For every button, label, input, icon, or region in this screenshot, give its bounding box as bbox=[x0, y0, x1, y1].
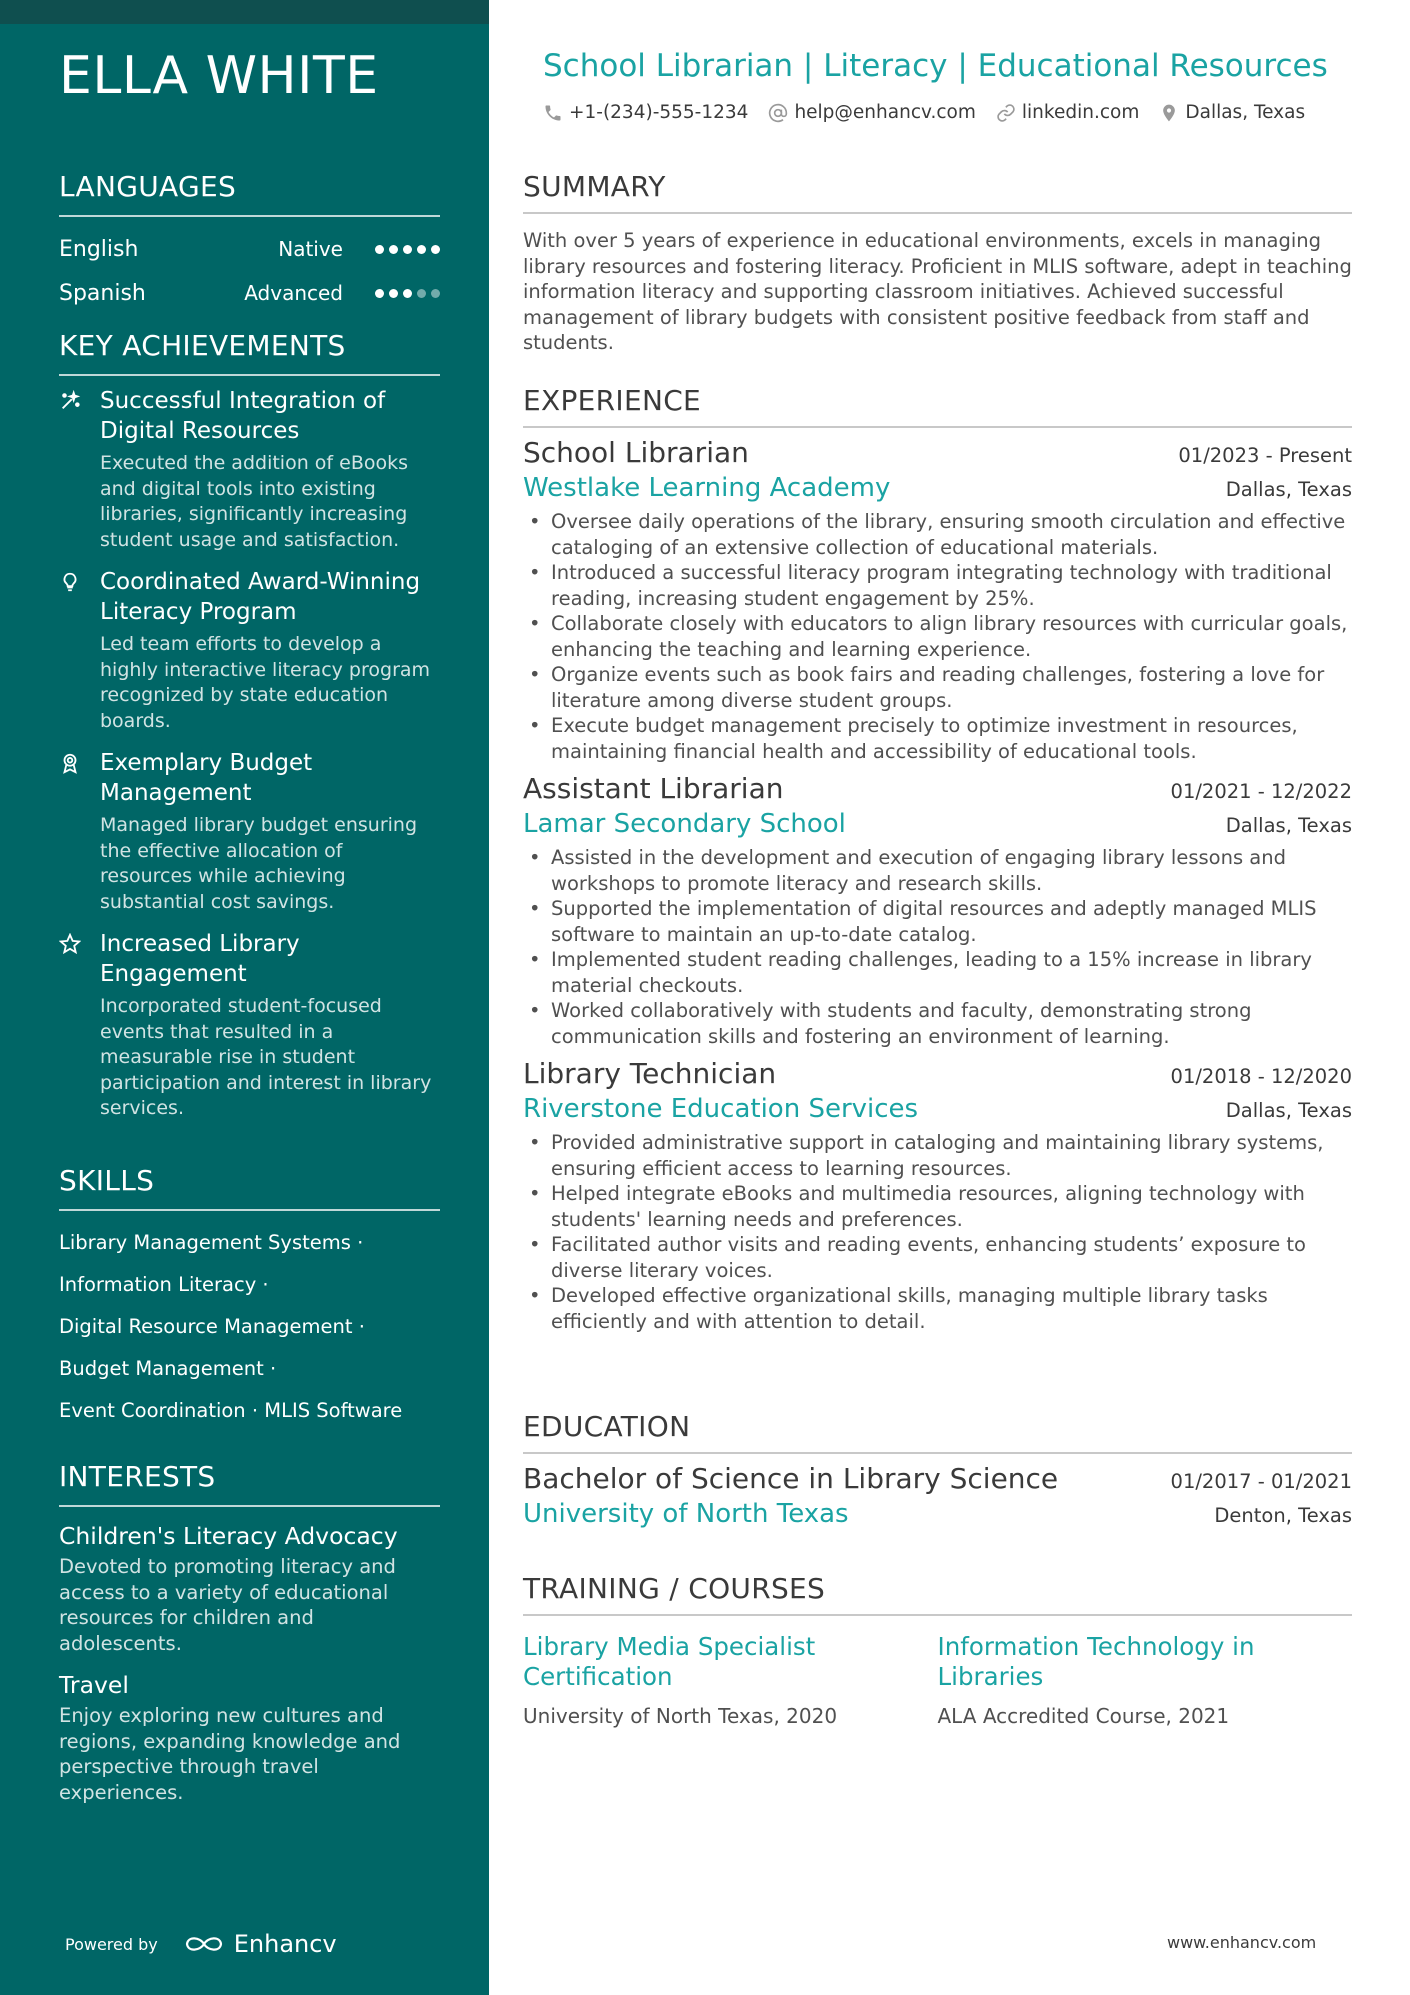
experience-heading: EXPERIENCE bbox=[523, 384, 1352, 428]
skill-line: Budget Management · bbox=[59, 1356, 277, 1380]
infinity-logo-icon bbox=[182, 1933, 226, 1955]
sidebar bbox=[0, 0, 489, 1995]
job-location: Dallas, Texas bbox=[1225, 814, 1352, 837]
training-description: University of North Texas, 2020 bbox=[523, 1704, 838, 1728]
training-section bbox=[523, 1572, 1352, 1728]
job-entry bbox=[523, 1057, 1352, 1334]
languages-section bbox=[59, 170, 440, 315]
degree-title: Bachelor of Science in Library Science bbox=[523, 1462, 1059, 1495]
experience-section bbox=[523, 384, 1352, 1334]
email-text: help@enhancv.com bbox=[794, 102, 976, 123]
interest-title: Travel bbox=[59, 1671, 129, 1699]
proficiency-dot-filled bbox=[375, 289, 384, 298]
job-title: School Librarian bbox=[523, 436, 749, 469]
skill-line: Library Management Systems · bbox=[59, 1230, 364, 1254]
contact-bar bbox=[543, 102, 1325, 123]
proficiency-dots bbox=[375, 289, 440, 298]
proficiency-dot-filled bbox=[389, 289, 398, 298]
job-date: 01/2021 - 12/2022 bbox=[1170, 780, 1352, 803]
job-bullet: • Worked collaboratively with students and faculty, demonstrating strong communication skills and fostering an environment of learning. bbox=[523, 998, 1352, 1049]
skill-line: Digital Resource Management · bbox=[59, 1314, 365, 1338]
candidate-name: ELLA WHITE bbox=[59, 46, 379, 106]
language-row bbox=[59, 271, 440, 315]
proficiency-dot-filled bbox=[375, 245, 384, 254]
skills-heading: SKILLS bbox=[59, 1164, 440, 1211]
achievement-title: Exemplary Budget Management bbox=[100, 750, 313, 806]
phone-icon bbox=[543, 103, 563, 123]
job-location: Dallas, Texas bbox=[1225, 1099, 1352, 1122]
interest-description: Enjoy exploring new cultures and regions, expanding knowledge and perspective through travel experiences. bbox=[59, 1704, 401, 1804]
phone-text: +1-(234)-555-1234 bbox=[569, 102, 749, 123]
proficiency-dot-empty bbox=[431, 289, 440, 298]
lightbulb-icon bbox=[59, 567, 100, 734]
languages-heading: LANGUAGES bbox=[59, 170, 440, 217]
proficiency-dot-filled bbox=[389, 245, 398, 254]
job-location: Dallas, Texas bbox=[1225, 478, 1352, 501]
achievement-title: Increased Library Engagement bbox=[100, 931, 300, 987]
achievement-item bbox=[59, 567, 440, 734]
job-bullets bbox=[523, 845, 1352, 1049]
job-bullet: • Facilitated author visits and reading events, enhancing students’ exposure to diverse literary voices. bbox=[523, 1232, 1352, 1283]
job-bullet: • Supported the implementation of digital resources and adeptly managed MLIS software to maintain an up-to-date catalog. bbox=[523, 896, 1352, 947]
job-bullet: • Organize events such as book fairs and reading challenges, fostering a love for literature among diverse student groups. bbox=[523, 662, 1352, 713]
star-icon bbox=[59, 929, 100, 1122]
job-title: Assistant Librarian bbox=[523, 772, 784, 805]
job-bullet: • Provided administrative support in cataloging and maintaining library systems, ensuring efficient access to learning resources. bbox=[523, 1130, 1352, 1181]
achievement-description: Managed library budget ensuring the effective allocation of resources while achieving substantial cost savings. bbox=[100, 814, 418, 913]
achievements-section bbox=[59, 329, 440, 1122]
achievements-heading: KEY ACHIEVEMENTS bbox=[59, 329, 440, 376]
language-level: Native bbox=[278, 237, 343, 261]
link-icon bbox=[996, 103, 1016, 123]
job-headline: School Librarian | Literacy | Educational Resources bbox=[543, 48, 1328, 84]
brand-name: Enhancv bbox=[233, 1930, 337, 1958]
job-bullet: • Developed effective organizational skills, managing multiple library tasks efficiently and with attention to detail. bbox=[523, 1283, 1352, 1334]
achievement-description: Incorporated student-focused events that resulted in a measurable rise in student participation and interest in library services. bbox=[100, 995, 432, 1119]
training-description: ALA Accredited Course, 2021 bbox=[937, 1704, 1230, 1728]
job-date: 01/2023 - Present bbox=[1178, 444, 1352, 467]
job-bullet: • Execute budget management precisely to optimize investment in resources, maintaining financial health and accessibility of educational tools. bbox=[523, 713, 1352, 764]
training-item bbox=[523, 1632, 938, 1728]
training-item bbox=[938, 1632, 1353, 1728]
achievement-item bbox=[59, 748, 440, 915]
map-pin-icon bbox=[1159, 103, 1179, 123]
job-company: Westlake Learning Academy bbox=[523, 473, 891, 503]
education-heading: EDUCATION bbox=[523, 1410, 1352, 1454]
job-bullet: • Implemented student reading challenges, leading to a 15% increase in library material checkouts. bbox=[523, 947, 1352, 998]
main-content bbox=[523, 0, 1352, 1995]
proficiency-dot-filled bbox=[403, 289, 412, 298]
magic-wand-icon bbox=[59, 386, 100, 553]
location-text: Dallas, Texas bbox=[1185, 102, 1306, 123]
skills-section bbox=[59, 1164, 440, 1431]
job-company: Riverstone Education Services bbox=[523, 1094, 919, 1124]
interest-description: Devoted to promoting literacy and access to a variety of educational resources for children and adolescents. bbox=[59, 1555, 396, 1655]
language-name: Spanish bbox=[59, 280, 146, 306]
job-bullet: • Introduced a successful literacy program integrating technology with traditional reading, increasing student engagement by 25%. bbox=[523, 560, 1352, 611]
interests-heading: INTERESTS bbox=[59, 1460, 440, 1507]
award-ribbon-icon bbox=[59, 748, 100, 915]
training-title: Information Technology in Libraries bbox=[937, 1632, 1255, 1691]
education-location: Denton, Texas bbox=[1214, 1504, 1352, 1527]
sidebar-top-bar bbox=[0, 0, 489, 24]
education-date: 01/2017 - 01/2021 bbox=[1170, 1470, 1352, 1493]
job-title: Library Technician bbox=[523, 1057, 777, 1090]
phone-contact[interactable] bbox=[543, 102, 748, 123]
job-date: 01/2018 - 12/2020 bbox=[1170, 1065, 1352, 1088]
language-row bbox=[59, 227, 440, 271]
job-entry bbox=[523, 772, 1352, 1049]
powered-by-label: Powered by bbox=[65, 1934, 158, 1954]
language-name: English bbox=[59, 236, 139, 262]
achievement-item bbox=[59, 386, 440, 553]
enhancv-logo[interactable] bbox=[182, 1930, 337, 1958]
interest-title: Children's Literacy Advocacy bbox=[59, 1522, 398, 1550]
website-text: linkedin.com bbox=[1021, 102, 1140, 123]
achievement-item bbox=[59, 929, 440, 1122]
at-sign-icon bbox=[768, 103, 788, 123]
job-bullet: • Oversee daily operations of the library, ensuring smooth circulation and effective cataloging of an extensive collection of educational materials. bbox=[523, 509, 1352, 560]
achievement-title: Coordinated Award-Winning Literacy Program bbox=[100, 569, 421, 625]
summary-text: With over 5 years of experience in educational environments, excels in managing library resources and fostering literacy. Proficient in MLIS software, adept in teaching information literacy and supporting classroom initiatives. Achieved successful management of library budgets with consistent positive feedback from staff and students. bbox=[523, 229, 1352, 354]
job-entry bbox=[523, 436, 1352, 764]
school-name: University of North Texas bbox=[523, 1499, 849, 1529]
location-contact bbox=[1159, 102, 1305, 123]
training-heading: TRAINING / COURSES bbox=[523, 1572, 1352, 1616]
job-bullets bbox=[523, 509, 1352, 764]
achievement-description: Led team efforts to develop a highly interactive literacy program recognized by state education boards. bbox=[100, 633, 431, 732]
achievement-description: Executed the addition of eBooks and digital tools into existing libraries, significantly increasing student usage and satisfaction. bbox=[100, 452, 409, 551]
training-title: Library Media Specialist Certification bbox=[523, 1632, 816, 1691]
summary-section bbox=[523, 170, 1352, 356]
summary-heading: SUMMARY bbox=[523, 170, 1352, 214]
proficiency-dot-filled bbox=[431, 245, 440, 254]
powered-by bbox=[65, 1930, 337, 1958]
job-company: Lamar Secondary School bbox=[523, 809, 846, 839]
skill-line: Event Coordination · MLIS Software bbox=[59, 1398, 403, 1422]
interests-section bbox=[59, 1460, 440, 1805]
job-bullet: • Assisted in the development and execution of engaging library lessons and workshops to promote literacy and research skills. bbox=[523, 845, 1352, 896]
language-level: Advanced bbox=[244, 281, 343, 305]
job-bullet: • Collaborate closely with educators to align library resources with curricular goals, enhancing the teaching and learning experience. bbox=[523, 611, 1352, 662]
education-section bbox=[523, 1410, 1352, 1529]
proficiency-dots bbox=[375, 245, 440, 254]
achievement-title: Successful Integration of Digital Resources bbox=[100, 388, 386, 444]
job-bullets bbox=[523, 1130, 1352, 1334]
proficiency-dot-empty bbox=[417, 289, 426, 298]
job-bullet: • Helped integrate eBooks and multimedia resources, aligning technology with students' learning needs and preferences. bbox=[523, 1181, 1352, 1232]
proficiency-dot-filled bbox=[403, 245, 412, 254]
website-contact[interactable] bbox=[996, 102, 1139, 123]
proficiency-dot-filled bbox=[417, 245, 426, 254]
email-contact[interactable] bbox=[768, 102, 975, 123]
skill-line: Information Literacy · bbox=[59, 1272, 269, 1296]
footer-site-link[interactable]: www.enhancv.com bbox=[1167, 1933, 1317, 1952]
education-entry bbox=[523, 1462, 1352, 1529]
